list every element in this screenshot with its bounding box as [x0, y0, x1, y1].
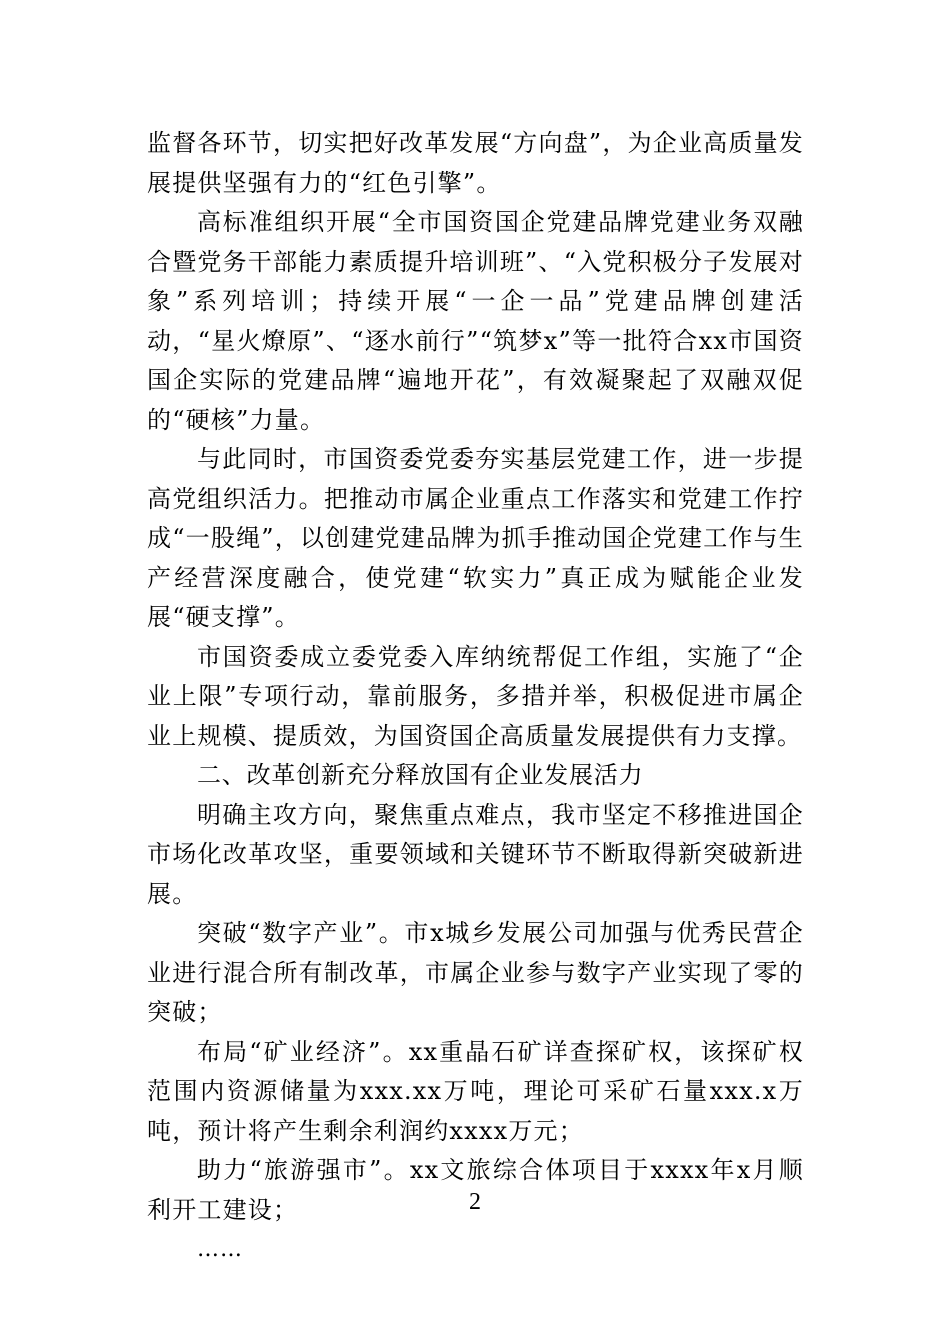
section-heading: 二、改革创新充分释放国有企业发展活力 [197, 761, 644, 789]
paragraph-party-brand-training: 高标准组织开展“全市国资国企党建品牌党建业务双融合暨党务干部能力素质提升培训班”、“入党积极分子发展对象”系列培训；持续开展“一企一品”党建品牌创建活动，“星火燎原”、“逐水前行”“筑梦x”等一批符合xx市国资国企实际的党建品牌“遍地开花”，有效凝聚起了双融双促的“硬核”力量。 [147, 208, 804, 434]
document-body [147, 124, 804, 1270]
paragraph-working-group: 市国资委成立委党委入库纳统帮促工作组，实施了“企业上限”专项行动，靠前服务，多措并举，积极促进市属企业上规模、提质效，为国资国企高质量发展提供有力支撑。 [147, 642, 804, 750]
paragraph-grassroots-party-building: 与此同时，市国资委党委夯实基层党建工作，进一步提高党组织活力。把推动市属企业重点工作落实和党建工作拧成“一股绳”，以创建党建品牌为抓手推动国企党建工作与生产经营深度融合，使党建“软实力”真正成为赋能企业发展“硬支撑”。 [147, 445, 804, 631]
page-number: 2 [469, 1189, 481, 1215]
paragraph-reform-direction: 明确主攻方向，聚焦重点难点，我市坚定不移推进国企市场化改革攻坚，重要领域和关键环节不断取得新突破新进展。 [147, 800, 804, 908]
paragraph-continuation: 监督各环节，切实把好改革发展“方向盘”，为企业高质量发展提供坚强有力的“红色引擎”。 [147, 129, 804, 197]
paragraph-mining-economy: 布局“矿业经济”。xx重晶石矿详查探矿权，该探矿权范围内资源储量为xxx.xx万吨，理论可采矿石量xxx.x万吨，预计将产生剩余利润约xxxx万元； [147, 1037, 804, 1145]
paragraph-digital-industry: 突破“数字产业”。市x城乡发展公司加强与优秀民营企业进行混合所有制改革，市属企业参与数字产业实现了零的突破； [147, 919, 804, 1026]
ellipsis: …… [197, 1237, 243, 1262]
paragraph-tourism: 助力“旅游强市”。xx文旅综合体项目于xxxx年x月顺利开工建设； [147, 1156, 804, 1224]
